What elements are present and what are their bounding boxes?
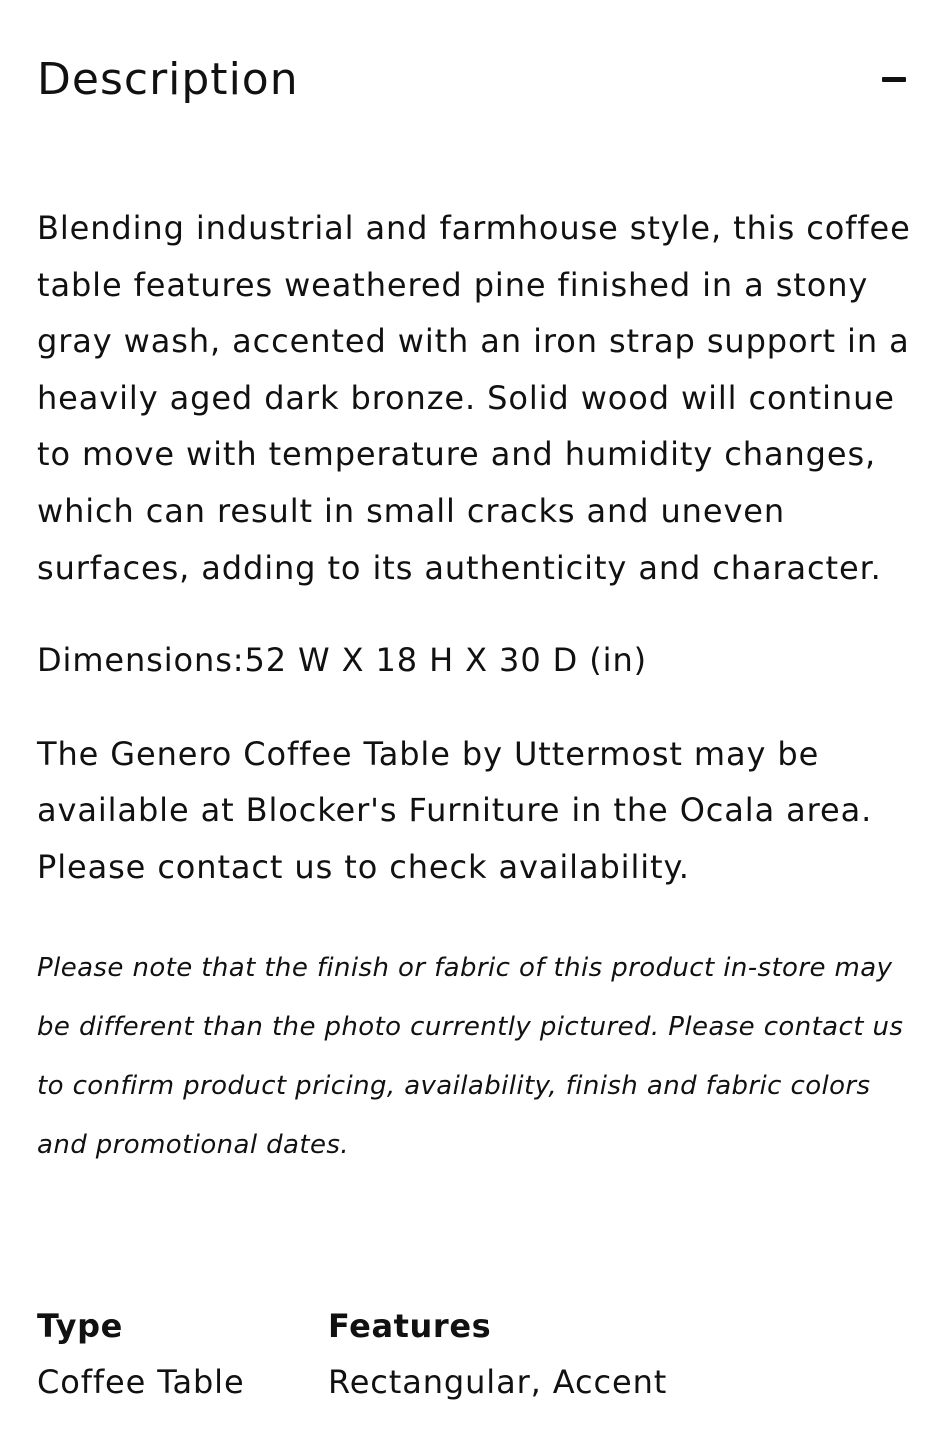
spec-features-label: Features xyxy=(328,1307,492,1345)
availability-text: The Genero Coffee Table by Uttermost may be available at Blocker's Furniture in the Ocala area. Please contact us to check availability. xyxy=(37,734,873,886)
dimensions-text: Dimensions:52 W X 18 H X 30 D (in) xyxy=(37,641,648,680)
spec-features-value: Rectangular, Accent xyxy=(328,1363,668,1401)
spec-features xyxy=(328,1300,667,1412)
spec-type-label: Type xyxy=(37,1307,123,1345)
collapse-button[interactable] xyxy=(869,59,909,99)
section-title: Description xyxy=(37,53,299,105)
spec-type xyxy=(37,1300,328,1412)
description-paragraph: Blending industrial and farmhouse style, this coffee table features weathered pine finished in a stony gray wash, accented with an iron strap support in a heavily aged dark bronze. Solid wood will continue to move with temperature and humidity changes, which can result in small cracks and uneven surfaces, adding to its authenticity and character. xyxy=(37,209,911,587)
product-specs xyxy=(37,1300,667,1412)
spec-type-value: Coffee Table xyxy=(37,1363,245,1401)
description-body xyxy=(37,200,927,1176)
disclaimer-note: Please note that the finish or fabric of this product in-store may be different than the photo currently pictured. Please contact us to confirm product pricing, availability, finish and fabric colors and promotional dates. xyxy=(37,952,904,1161)
minus-icon xyxy=(882,77,906,82)
description-header[interactable] xyxy=(37,44,909,114)
